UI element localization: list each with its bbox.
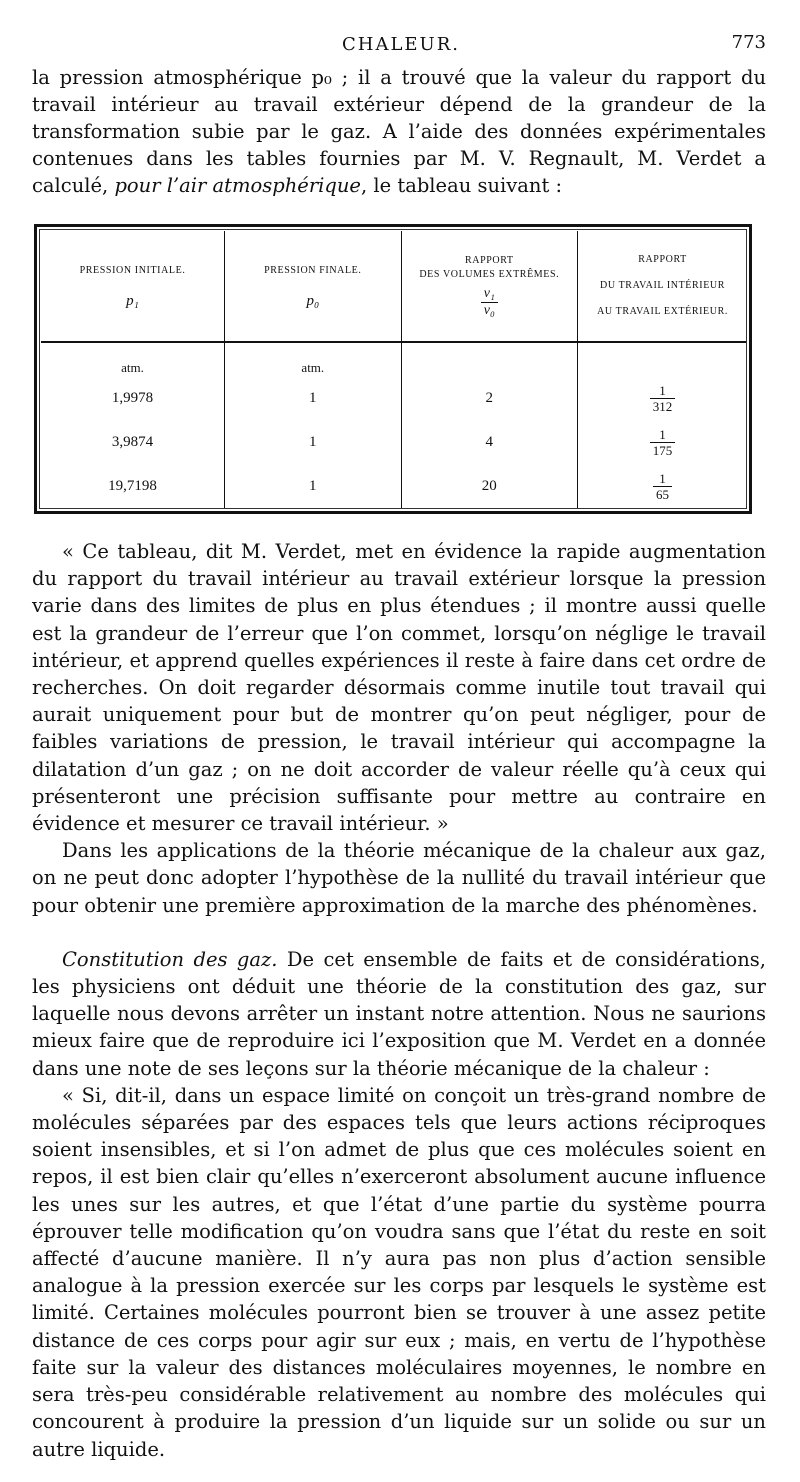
cell-volumes: 2 [401, 376, 578, 420]
table-unit-row [41, 342, 747, 376]
intro-text-before: la pression atmosphérique p₀ ; il a trouvé que la valeur du rapport du travail intérieur au travail extérieur dépend de la grandeur de la transformation subie par le gaz. A l’aide des données expérimentales contenues dans les tables fournies par M. V. Regnault, M. Verdet a calculé, [32, 66, 766, 197]
pressure-work-table [41, 231, 747, 509]
fraction-denominator: 312 [650, 398, 676, 414]
cell-volumes: 4 [401, 421, 578, 465]
header-final-pressure [225, 231, 402, 342]
fraction-numerator: 1 [659, 382, 666, 398]
running-title: CHALEUR. [341, 34, 460, 55]
header-work-line3: AU TRAVAIL EXTÉRIEUR. [597, 306, 728, 317]
table-header-row [41, 231, 747, 342]
header-volume-fraction [481, 286, 498, 319]
header-volume-den: v₀ [481, 302, 498, 319]
header-initial-pressure [41, 231, 225, 342]
header-final-symbol: p₀ [306, 293, 320, 309]
work-fraction [653, 471, 672, 502]
header-volume-ratio [401, 231, 578, 342]
cell-final: 1 [225, 376, 402, 420]
table-row [41, 465, 747, 509]
running-head [36, 28, 766, 58]
cell-initial: 1,9978 [111, 389, 154, 406]
section-heading-constitution: Constitution des gaz. [62, 947, 278, 971]
header-final-label: PRESSION FINALE. [264, 265, 362, 276]
body-text [32, 538, 766, 1463]
fraction-numerator: 1 [659, 471, 666, 487]
intro-paragraph [32, 64, 766, 199]
header-work-line1: RAPPORT [638, 254, 687, 265]
constitution-text: De cet ensemble de faits et de considérations, les physiciens ont déduit une théorie de la constitution des gaz, sur laquelle nous devons arrêter un instant notre attention. Nous ne saurions mieux faire que de reproduire ici l’exposition que M. Verdet en a donnée dans une note de ses leçons sur la théorie mécanique de la chaleur : [32, 947, 766, 1080]
cell-initial: 3,9874 [111, 434, 154, 451]
table-row [41, 376, 747, 420]
work-fraction [650, 383, 676, 414]
applications-paragraph: Dans les applications de la théorie mécanique de la chaleur aux gaz, on ne peut donc adopter l’hypothèse de la nullité du travail intérieur que pour obtenir une première approximation de la marche des phénomènes. [32, 839, 766, 917]
fraction-denominator: 65 [653, 486, 672, 502]
cell-work-ratio [578, 376, 747, 420]
header-initial-label: PRESSION INITIALE. [79, 265, 186, 276]
fraction-numerator: 1 [659, 427, 666, 443]
cell-initial: 19,7198 [108, 478, 157, 495]
intro-text-italic: pour l’air atmosphérique [114, 174, 361, 197]
unit-empty [401, 342, 578, 376]
intro-text-after: , le tableau suivant : [360, 174, 563, 197]
header-volume-line1: RAPPORT [464, 254, 514, 266]
header-initial-symbol: p₁ [126, 293, 139, 309]
unit-empty [578, 342, 747, 376]
cell-work-ratio [578, 465, 747, 509]
cell-work-ratio [578, 421, 747, 465]
molecules-quote-paragraph: « Si, dit-il, dans un espace limité on conçoit un très-grand nombre de molécules séparées par des espaces tels que leurs actions réciproques soient insensibles, et si l’on admet de plus que ces molécules soient en repos, il est bien clair qu’elles n’exerceront absolument aucune influence les unes sur les autres, et que l’état d’une partie du système pourra éprouver telle modification qu’on voudra sans que l’état du reste en soit affecté d’aucune manière. Il n’y aura pas non plus d’action sensible analogue à la pression exercée sur les corps par lesquels le système est limité. Certaines molécules pourront bien se trouver à une assez petite distance de ces corps pour agir sur eux ; mais, en vertu de l’hypothèse faite sur la valeur des distances moléculaires moyennes, le nombre en sera très-peu considérable relativement au nombre des molécules qui concourent à produire la pression d’un liquide sur un solide ou sur un autre liquide. [32, 1083, 766, 1461]
header-work-line2: DU TRAVAIL INTÉRIEUR [600, 280, 725, 291]
constitution-paragraph [32, 946, 766, 1082]
fraction-denominator: 175 [650, 442, 676, 458]
cell-final: 1 [225, 421, 402, 465]
header-volume-line2: DES VOLUMES EXTRÊMES. [419, 268, 560, 280]
table-row [41, 421, 747, 465]
header-work-ratio [578, 231, 747, 342]
page-number: 773 [731, 32, 766, 53]
work-fraction [650, 427, 676, 458]
cell-volumes: 20 [401, 465, 578, 509]
header-volume-num: v₁ [483, 285, 495, 301]
unit-final: atm. [225, 342, 402, 376]
cell-final: 1 [225, 465, 402, 509]
verdet-quote-paragraph: « Ce tableau, dit M. Verdet, met en évidence la rapide augmentation du rapport du travail intérieur au travail extérieur lorsque la pression varie dans des limites de plus en plus étendues ; il montre aussi quelle est la grandeur de l’erreur que l’on commet, lorsqu’on néglige le travail intérieur, et apprend quelles expériences il reste à faire dans cet ordre de recherches. On doit regarder désormais comme inutile tout travail qui aurait uniquement pour but de montrer qu’on peut négliger, pour de faibles variations de pression, le travail intérieur qui accompagne la dilatation d’un gaz ; on ne doit accorder de valeur réelle qu’à ceux qui présenteront une précision suffisante pour mettre au contraire en évidence et mesurer ce travail intérieur. » [32, 540, 766, 836]
data-table-frame [34, 224, 752, 514]
unit-initial: atm. [121, 360, 144, 376]
